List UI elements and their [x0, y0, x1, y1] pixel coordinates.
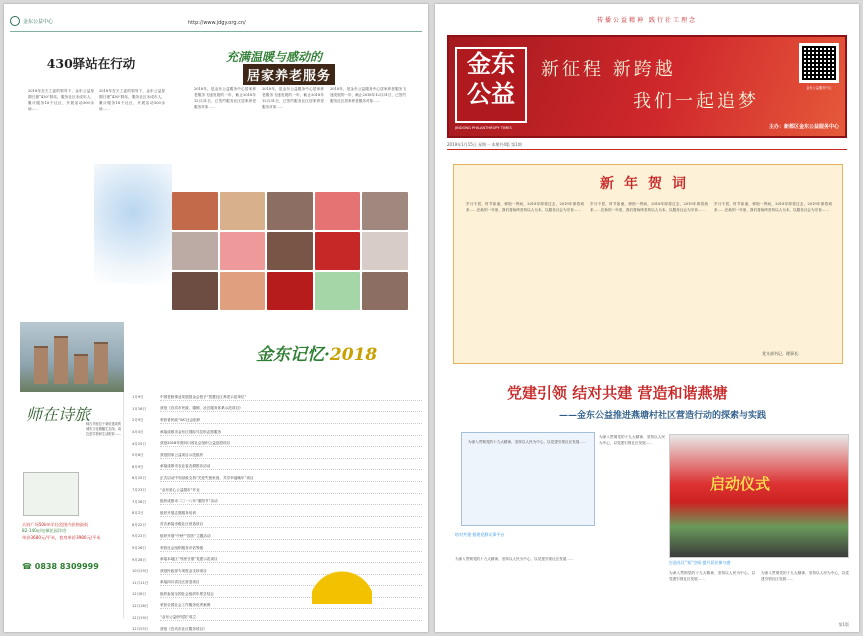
ad-building-image — [20, 322, 124, 392]
timeline-date: 12月19日 — [132, 615, 149, 620]
timeline-date: 4月25日 — [132, 441, 147, 446]
photo — [315, 192, 361, 230]
host-org: 主办：新都区金东公益服务中心 — [768, 124, 839, 130]
article-subtitle: 结对共建 搭建党群议事平台 — [455, 532, 505, 537]
photo — [172, 192, 218, 230]
timeline-text: 组织参加全国社会组织年度总结会 — [160, 592, 422, 598]
greeting-title: 新年贺词 — [600, 176, 696, 192]
timeline-text: 获批2018年度四川省社会组织公益创投项目 — [160, 441, 422, 447]
timeline-text: 承接本地区“邻里守望”党建示范项目 — [160, 557, 422, 563]
launch-ceremony-photo: 启动仪式 — [669, 434, 849, 558]
article-430-column-2: 2018年在天工委的领导下，金东公益星期日援“430”驿站，服务社区未成年人，累计服务18个社区，开展活动500余场…… — [99, 89, 165, 112]
article-column-1: 为深入贯彻党的十九大精神，坚持以人民为中心，以党建引领社区发展…… — [455, 557, 574, 561]
timeline-item — [132, 508, 422, 520]
timeline-item — [132, 531, 422, 543]
photo — [362, 272, 408, 310]
timeline-text: 获批《宜宾市民政、婚姻、社区服务体系示范项目》 — [160, 406, 422, 412]
timeline-text: 获批国家公益项目示范组织 — [160, 453, 422, 459]
timeline-item — [132, 404, 422, 416]
timeline-date: 9月26日 — [132, 546, 147, 551]
real-estate-ad — [20, 322, 124, 618]
photo — [315, 232, 361, 270]
timeline-item — [132, 589, 422, 601]
timeline-date: 12月8日 — [132, 592, 147, 597]
timeline-date: 8月2日 — [132, 511, 144, 516]
slogan-line-1: 新征程 新跨越 — [541, 59, 676, 80]
article-430-column-1: 2018年在天工委的领导下，金东公益星期日援“430”驿站，服务社区未成年人，累计服务18个社区，开展活动500余场…… — [28, 89, 94, 112]
timeline-text: 承接成都市金东区国际马拉松志愿服务 — [160, 430, 422, 436]
header-url[interactable]: http://www.jdgy.org.cn/ — [188, 20, 246, 26]
greeting-column-3: 岁月不居，时节如流，弹指一挥间，2018年即将过去，2019年即将到来……在新的一年里，我们将始终坚持以人为本，以服务社会为宗旨…… — [714, 202, 832, 213]
right-page — [435, 4, 859, 632]
greeting-column-2: 岁月不居，时节如流，弹指一挥间，2018年即将过去，2019年即将到来……在新的一年里，我们将始终坚持以人为本，以服务社会为宗旨…… — [590, 202, 708, 213]
timeline-date: 9月28日 — [132, 557, 147, 562]
timeline-date: 7月23日 — [132, 488, 147, 493]
article-eldercare-column-2: 2018年，是金东公益服务中心居家养老服务飞速发展的一年，截止2018年12月31日，已签约服务社区居家养老服务对象…… — [262, 87, 324, 110]
timeline-item — [132, 450, 422, 462]
timeline-item — [132, 485, 422, 497]
timeline-text: “金东爱心公益超市”开业 — [160, 488, 422, 494]
timeline-item — [132, 415, 422, 427]
masthead-logo: 金东公益 — [455, 47, 527, 123]
timeline-date: 1月16日 — [132, 406, 147, 411]
timeline-date: 1月9日 — [132, 395, 144, 400]
timeline-item — [132, 496, 422, 508]
photo — [267, 192, 313, 230]
article-column-4: 为深入贯彻党的十九大精神，坚持以人民为中心，以党建引领社区发展…… — [761, 571, 849, 582]
timeline-item — [132, 554, 422, 566]
left-page — [4, 4, 428, 632]
page-header — [10, 12, 422, 32]
ad-slogan: 师在诗旅 — [26, 405, 91, 424]
timeline-text: 组织开展“中秋”“国庆”主题活动 — [160, 534, 422, 540]
timeline-text: 获批民政部专项资金支持项目 — [160, 569, 422, 575]
ginkgo-leaf-icon — [312, 560, 372, 604]
timeline-item — [132, 543, 422, 555]
ad-hotline[interactable]: ☎ 0838 8309999 — [22, 562, 99, 571]
qr-caption: 金东公益服务中心 — [806, 86, 832, 90]
masthead-english: JINDONG PHILANTHROPY TIMES — [455, 126, 512, 130]
ad-text: 师古华庭位于秉杭建成的城市文化精髓生态线，周边是学校和生活配套…… — [86, 422, 122, 437]
timeline-text: 中国老龄事业发展基金会授予“智慧社区养老示范单位” — [160, 395, 422, 401]
timeline-text: 组织开展志愿服务培训 — [160, 511, 422, 517]
article-column-2: 为深入贯彻党的十九大精神，坚持以人民为中心，以党建引领社区发展…… — [599, 435, 665, 446]
article-column-3: 为深入贯彻党的十九大精神，坚持以人民为中心，以党建引领社区发展…… — [669, 571, 755, 582]
ad-map — [23, 472, 79, 516]
timeline-item — [132, 473, 422, 485]
timeline-date: 7月28日 — [132, 499, 147, 504]
timeline-text: 首次承接市级社区营造项目 — [160, 522, 422, 528]
timeline-item — [132, 624, 422, 632]
article-eldercare-column-1: 2018年，是金东公益服务中心居家养老服务飞速发展的一年，截止2018年12月31日，已签约服务社区居家养老服务对象…… — [194, 87, 256, 110]
slogan-line-2: 我们一起追梦 — [633, 91, 759, 112]
timeline-text: 获批《宜宾市社区服务项目》 — [160, 627, 422, 632]
timeline-date: 12月25日 — [132, 627, 149, 632]
eldercare-photo-grid — [172, 192, 408, 310]
article-430-title: 430驿站在行动 — [46, 56, 136, 71]
issue-meta: 2019年1月15日 星期一 本期共4版 第1期 — [447, 140, 847, 150]
timeline-date: 12月18日 — [132, 603, 149, 608]
photo — [362, 232, 408, 270]
timeline-item — [132, 427, 422, 439]
timeline-item — [132, 566, 422, 578]
timeline-item — [132, 392, 422, 404]
photo-caption: 打造社区“家”空间 提升居民参与感 — [669, 560, 731, 565]
photo — [220, 272, 266, 310]
photo — [267, 232, 313, 270]
timeline-text: 组织成都市二〇一八年“重阳节”活动 — [160, 499, 422, 505]
timeline-item — [132, 601, 422, 613]
masthead — [447, 35, 847, 138]
timeline-text: 正式启动中央财政支持“关爱失独家庭、共享幸福晚年”项目 — [160, 476, 422, 482]
timeline-date: 2月9日 — [132, 418, 144, 423]
timeline-date: 4月4日 — [132, 430, 144, 435]
timeline-item — [132, 612, 422, 624]
photo — [220, 192, 266, 230]
timeline-text: 承接成都市农业委农耕团乐活动 — [160, 464, 422, 470]
photo — [267, 272, 313, 310]
page-number: 第1版 — [838, 622, 849, 627]
timeline-date: 6月9日 — [132, 464, 144, 469]
article-eldercare-column-3: 2018年，是金东公益服务中心居家养老服务飞速发展的一年，截止2018年12月31日，已签约服务社区居家养老服务对象…… — [330, 87, 406, 104]
timeline-text: 承接四川省社区营造项目 — [160, 580, 422, 586]
ad-price-line: 天府广场50km半径范围内价格最低 82-140㎡电梯花园洋房 单价3680元/平米，套房单价3980元/平米 — [22, 522, 101, 540]
timeline-text: 荣获社会组织服务评估等级 — [160, 546, 422, 552]
article-eldercare-title: 居家养老服务 — [243, 64, 335, 85]
timeline-item — [132, 462, 422, 474]
timeline-date: 5月8日 — [132, 453, 144, 458]
article-eldercare-subtitle: 充满温暖与感动的 — [226, 50, 323, 64]
photo — [220, 232, 266, 270]
memory-title: 金东记忆·2018 — [256, 345, 378, 365]
timeline-date: 9月22日 — [132, 534, 147, 539]
photo — [362, 192, 408, 230]
timeline-item — [132, 520, 422, 532]
qr-code-icon[interactable] — [799, 43, 839, 83]
top-band: 传播公益精神 践行社工理念 — [597, 17, 697, 24]
timeline-item — [132, 438, 422, 450]
photo — [315, 272, 361, 310]
timeline-text: 荣获省民政“5A”社会组织 — [160, 418, 422, 424]
timeline-date: 10月19日 — [132, 569, 149, 574]
photo — [172, 272, 218, 310]
timeline-date: 8月22日 — [132, 522, 147, 527]
main-headline: 党建引领 结对共建 营造和谐燕塘 — [507, 384, 728, 402]
timeline-date: 6月25日 — [132, 476, 147, 481]
timeline-text: 荣获全国社会工作服务优秀案例 — [160, 603, 422, 609]
timeline-list — [132, 392, 422, 632]
timeline-date: 11月11日 — [132, 580, 149, 585]
timeline-text: “金东公益研究院”成立 — [160, 615, 422, 621]
greeting-signature: 党支部书记、理事长： — [762, 351, 802, 356]
phone-icon: ☎ — [22, 562, 32, 571]
new-year-greeting — [453, 164, 843, 364]
greeting-column-1: 岁月不居，时节如流，弹指一挥间，2018年即将过去，2019年即将到来……在新的一年里，我们将始终坚持以人为本，以服务社会为宗旨…… — [466, 202, 584, 213]
intro-box: 为深入贯彻党的十九大精神，坚持以人民为中心，以党建引领社区发展…… — [461, 432, 595, 526]
article-430-photo — [94, 164, 172, 284]
timeline-item — [132, 578, 422, 590]
header-logo: 金东公益中心 — [10, 16, 53, 26]
main-subhead: ——金东公益推进燕塘村社区营造行动的探索与实践 — [559, 411, 767, 421]
logo-icon — [10, 16, 20, 26]
photo — [172, 232, 218, 270]
